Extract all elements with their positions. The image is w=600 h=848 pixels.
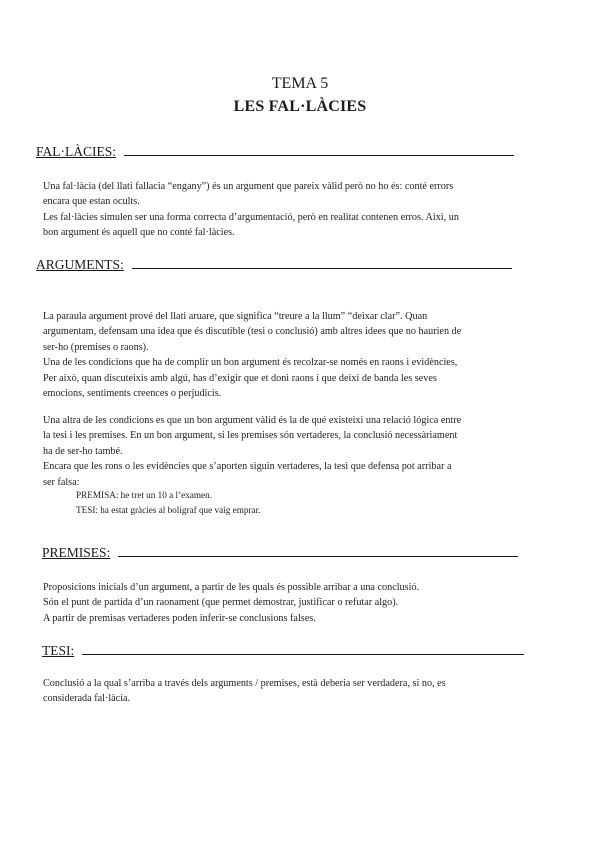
section-heading-fallacies-label: FAL·LÀCIES:	[36, 144, 116, 159]
premises-paragraph	[43, 580, 563, 626]
text-line: emocions, sentiments creences o perjudicis.	[43, 388, 222, 400]
page-title: LES FAL·LÀCIES	[233, 98, 367, 115]
arguments-paragraph-1	[43, 309, 563, 401]
text-line: ser-ho (premises o raons).	[43, 341, 149, 353]
example-premise: PREMISA: he tret un 10 a l’examen.	[76, 490, 213, 500]
text-line: ha de ser-ho també.	[43, 445, 123, 457]
text-line: Encara que les rons o les evidències que s’aporten siguin vertaderes, la tesi que defensa pot arribar a	[43, 461, 452, 473]
text-line: Són el punt de partida d’un raonament (que permet demostrar, justificar o refutar algo).	[43, 597, 399, 609]
argument-example	[76, 488, 556, 519]
text-line: Les fal·làcies simulen ser una forma correcta d’argumentació, però en realitat contenen erros. Aixi, un	[43, 211, 459, 223]
section-heading-fallacies	[36, 144, 514, 160]
text-line: encara que estan ocults.	[43, 196, 140, 208]
section-heading-thesis	[42, 643, 524, 659]
text-line: La paraula argument prové del llati aruare, que significa “treure a la llum” “deixar clar”. Quan	[43, 311, 428, 322]
text-line: Una de les condicions que ha de complir un bon argument és recolzar-se només en raons i evidències,	[43, 357, 458, 369]
section-heading-arguments	[36, 257, 512, 273]
heading-rule	[118, 555, 518, 557]
fallacies-paragraph	[43, 179, 563, 241]
text-line: Proposicions inicials d’un argument, a partir de les quals és possible arribar a una conclusió.	[43, 582, 420, 593]
text-line: Una altra de les condicions es que un bon argument vàlid és la de qué existeixi una relació lógica entre	[43, 415, 462, 426]
section-heading-thesis-label: TESI:	[42, 643, 75, 658]
heading-rule	[124, 154, 514, 156]
arguments-paragraph-2	[43, 413, 563, 490]
text-line: ser falsa:	[43, 476, 80, 488]
heading-rule	[132, 267, 512, 269]
text-line: Conclusió a la qual s’arriba a través dels arguments / premises, està deberia ser verdadera, si no, es	[43, 678, 446, 689]
section-heading-arguments-label: ARGUMENTS:	[36, 257, 124, 272]
topic-number: TEMA 5	[271, 75, 329, 92]
heading-rule	[82, 653, 524, 655]
text-line: bon argument és aquell que no conté fal·làcies.	[43, 227, 235, 239]
section-heading-premises-label: PREMISES:	[42, 545, 111, 560]
text-line: Per això, quan discuteixis amb algú, has d’exigir que et doni raons i que deixi de banda les seves	[43, 372, 437, 384]
section-heading-premises	[42, 545, 518, 561]
text-line: argumentam, defensam una idea que és discutible (tesi o conclusió) amb altres idees que no haurien de	[43, 326, 462, 338]
text-line: considerada fal·làcia.	[43, 693, 131, 705]
example-thesis: TESI: ha estat gràcies al bolígraf que vaig emprar.	[76, 505, 261, 516]
text-line: la tesi i les premises. En un bon argument, si les premises són vertaderes, la conclusió necessàriament	[43, 430, 458, 442]
thesis-paragraph	[43, 676, 563, 707]
text-line: A partir de premisas vertaderes poden inferir-se conclusions falses.	[43, 612, 316, 624]
text-line: Una fal·làcia (del llati fallacia “engany”) és un argument que pareix vàlid però no ho és: conté errors	[43, 181, 454, 192]
